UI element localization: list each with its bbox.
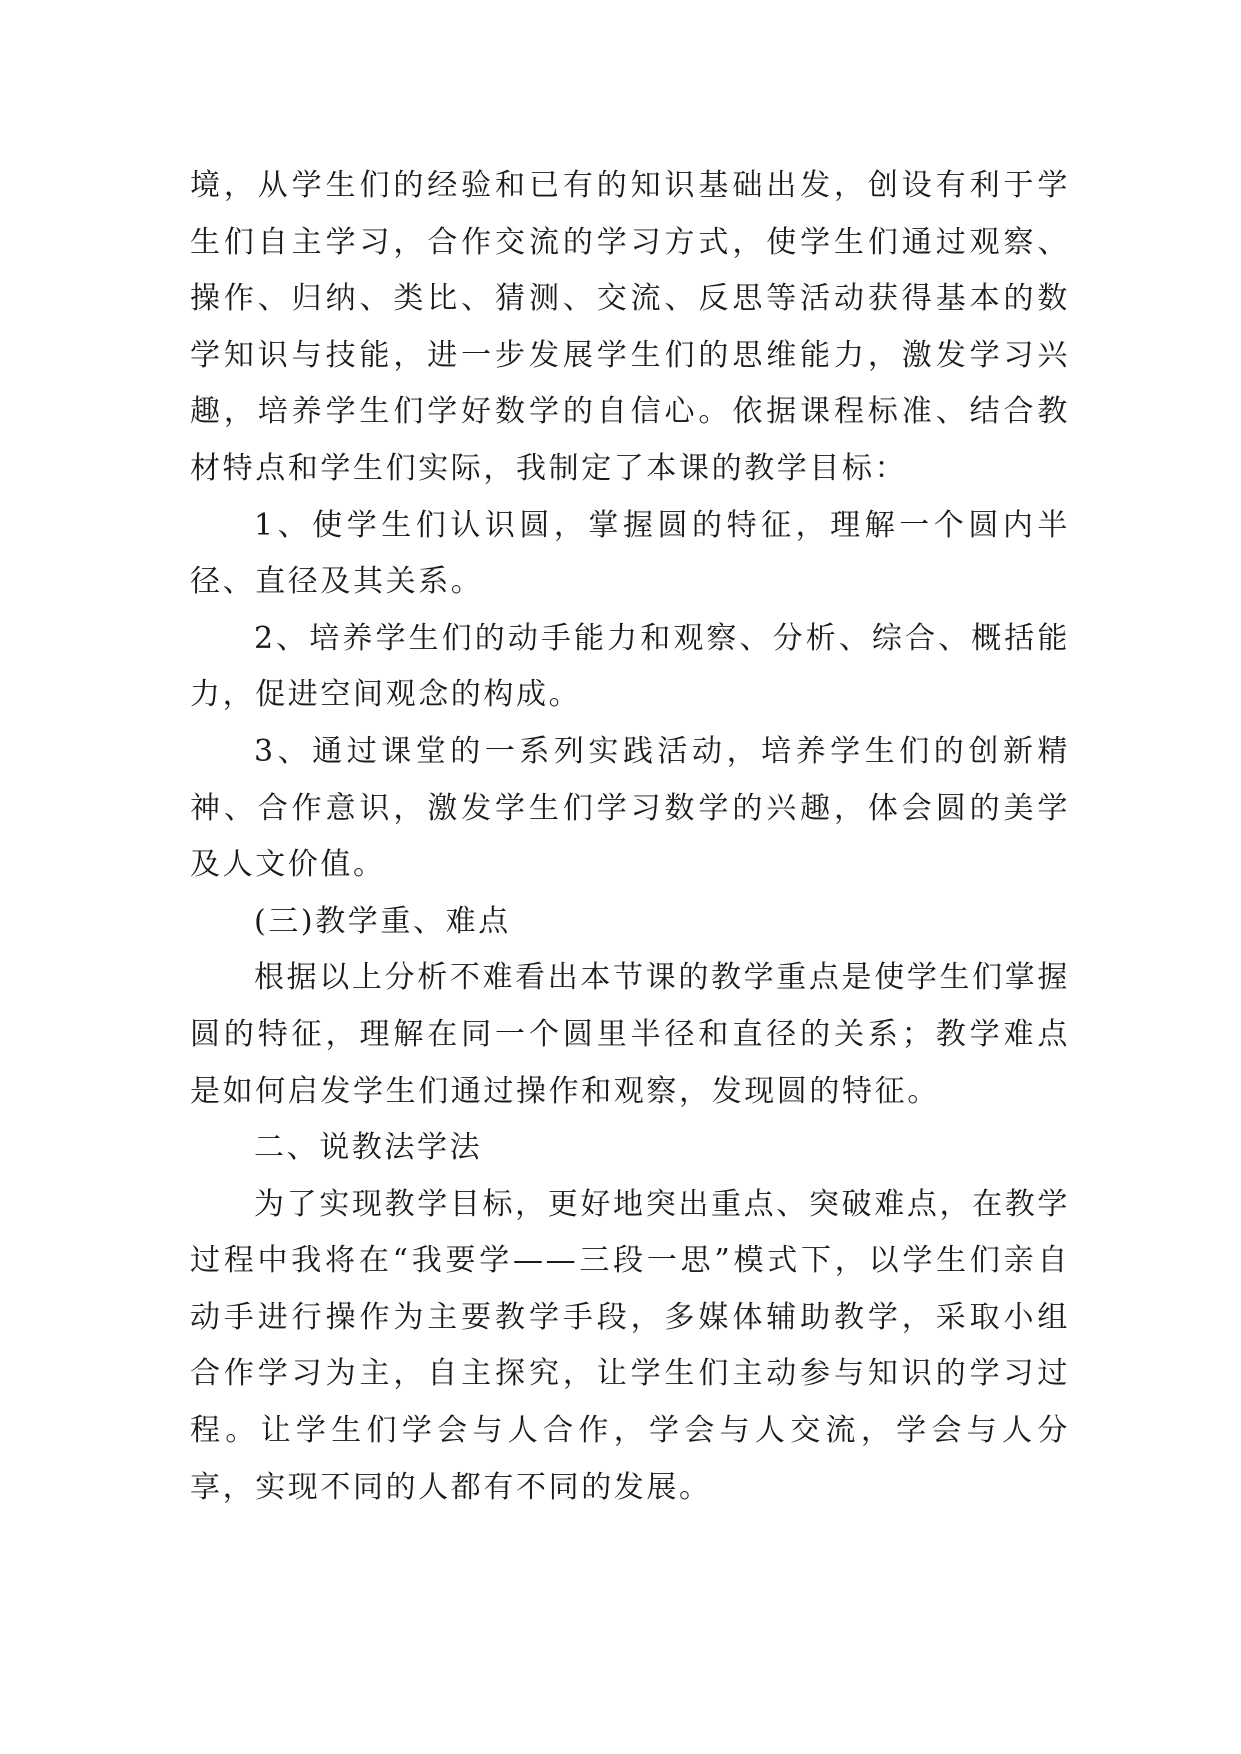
paragraph-methods: 为了实现教学目标，更好地突出重点、突破难点，在教学过程中我将在“我要学——三段一思”模式下，以学生们亲自动手进行操作为主要教学手段，多媒体辅助教学，采取小组合作学习为主，自主探究，让学生们主动参与知识的学习过程。让学生们学会与人合作，学会与人交流，学会与人分享，实现不同的人都有不同的发展。: [190, 1186, 1070, 1505]
paragraph-teaching-context: 境，从学生们的经验和已有的知识基础出发，创设有利于学生们自主学习，合作交流的学习方式，使学生们通过观察、操作、归纳、类比、猜测、交流、反思等活动获得基本的数学知识与技能，进一步发展学生们的思维能力，激发学习兴趣，培养学生们学好数学的自信心。依据课程标准、结合教材特点和学生们实际，我制定了本课的教学目标：: [190, 168, 1070, 486]
paragraph-goal-1: 1、使学生们认识圆，掌握圆的特征，理解一个圆内半径、直径及其关系。: [190, 507, 1070, 600]
section-heading-key-points: (三)教学重、难点: [254, 903, 511, 939]
paragraph-goal-3: 3、通过课堂的一系列实践活动，培养学生们的创新精神、合作意识，激发学生们学习数学的兴趣，体会圆的美学及人文价值。: [190, 733, 1070, 883]
document-body: [190, 158, 1070, 1516]
paragraph-key-points: 根据以上分析不难看出本节课的教学重点是使学生们掌握圆的特征，理解在同一个圆里半径和直径的关系；教学难点是如何启发学生们通过操作和观察，发现圆的特征。: [190, 960, 1070, 1109]
section-heading-methods: 二、说教法学法: [254, 1130, 483, 1166]
paragraph-goal-2: 2、培养学生们的动手能力和观察、分析、综合、概括能力，促进空间观念的构成。: [190, 620, 1070, 713]
